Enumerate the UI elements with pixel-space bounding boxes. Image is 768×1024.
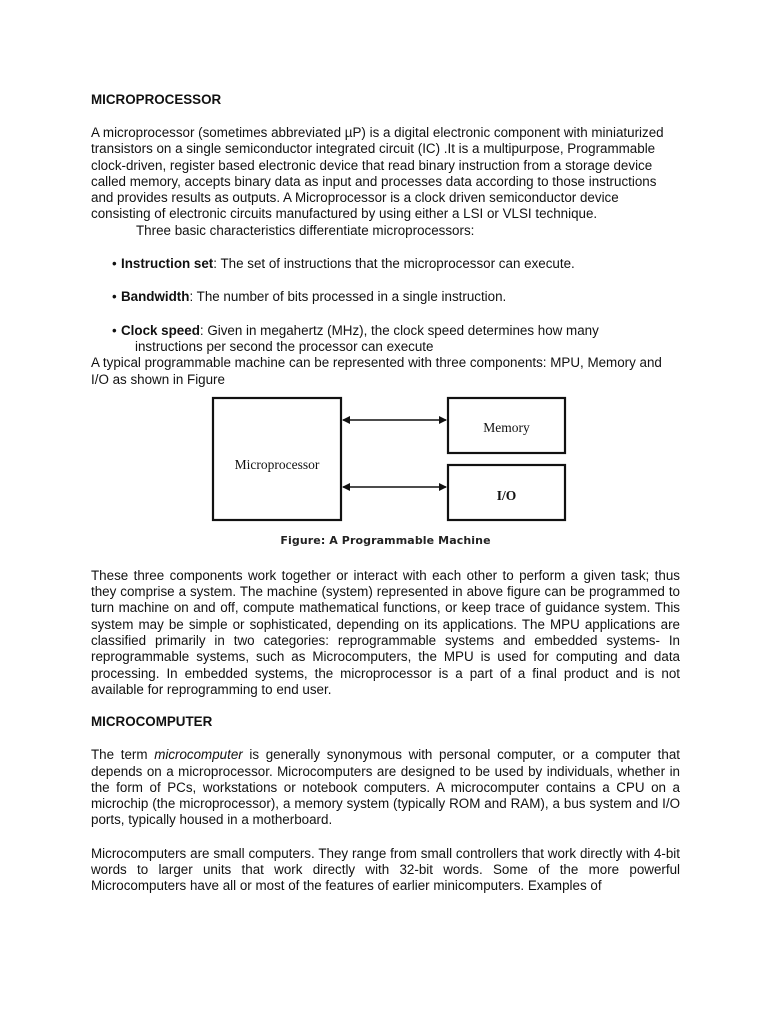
microcomputer-paragraph-2: Microcomputers are small computers. They range from small controllers that work directly with 4-bit words to larger units that work directly with 32-bit words. Some of the more powerful Microcomputers have all or most of the features of earlier minicomputers. Examples of [91,845,680,894]
document-page [91,92,680,895]
bullet-text: : Given in megahertz (MHz), the clock speed determines how many instructions per second the processor can execute [135,322,599,354]
microprocessor-label: Microprocessor [234,456,320,472]
list-item [91,289,680,305]
microprocessor-intro-paragraph: A microprocessor (sometimes abbreviated µP) is a digital electronic component with miniaturized transistors on a single semiconductor integrated circuit (IC) .It is a multipurpose, Programmable clock-driven, register based electronic device that read binary instruction from a storage device called memory, accepts binary data as input and processes data according to those instructions and provides results as outputs. A Microprocessor is a clock driven semiconductor device consisting of electronic circuits manufactured by using either a LSI or VLSI technique. [91,125,664,222]
system-paragraph: These three components work together or interact with each other to perform a given task; thus they comprise a system. The machine (system) represented in above figure can be programmed to turn machine on and off, compute mathematical functions, or keep trace of guidance system. This system may be simple or sophisticated, depending on its applications. The MPU applications are classified primarily in two categories: reprogrammable systems and embedded systems- In reprogrammable systems, such as Microcomputers, the MPU is used for computing and data processing. In embedded systems, the microprocessor is a part of a final product and is not available for reprogramming to end user. [91,567,680,697]
figure-caption: Figure: A Programmable Machine [280,533,491,547]
characteristics-list [91,256,680,355]
bullet-icon: • [112,289,117,305]
bullet-text: : The set of instructions that the microprocessor can execute. [213,256,575,272]
list-item [91,323,680,356]
bullet-term: Clock speed [121,322,200,338]
memory-label: Memory [483,419,530,435]
list-item [91,256,680,272]
programmable-machine-figure [91,396,680,548]
microcomputer-paragraph-1 [91,747,680,828]
text-run: The term [91,747,155,763]
machine-intro-paragraph: A typical programmable machine can be represented with three components: MPU, Memory and I/O as shown in Figure [91,355,662,387]
bullet-text: : The number of bits processed in a single instruction. [189,289,507,305]
bullet-icon: • [112,256,117,272]
characteristics-intro: Three basic characteristics differentiate microprocessors: [136,222,475,238]
text-run: is generally synonymous with personal computer, or a computer that depends on a microprocessor. Microcomputers are designed to be used by individuals, whether in the form of PCs, workstations or notebook computers. A microcomputer contains a CPU on a microchip (the microprocessor), a memory system (typically ROM and RAM), a bus system and I/O ports, typically housed in a motherboard. [91,747,681,828]
emphasis-term: microcomputer [154,747,243,763]
section-heading-microprocessor: MICROPROCESSOR [91,92,222,107]
bullet-icon: • [112,322,117,338]
block-diagram [91,396,680,531]
bullet-term: Instruction set [121,256,214,272]
section-heading-microcomputer: MICROCOMPUTER [91,714,213,730]
bullet-term: Bandwidth [121,289,190,305]
io-label: I/O [496,487,517,503]
